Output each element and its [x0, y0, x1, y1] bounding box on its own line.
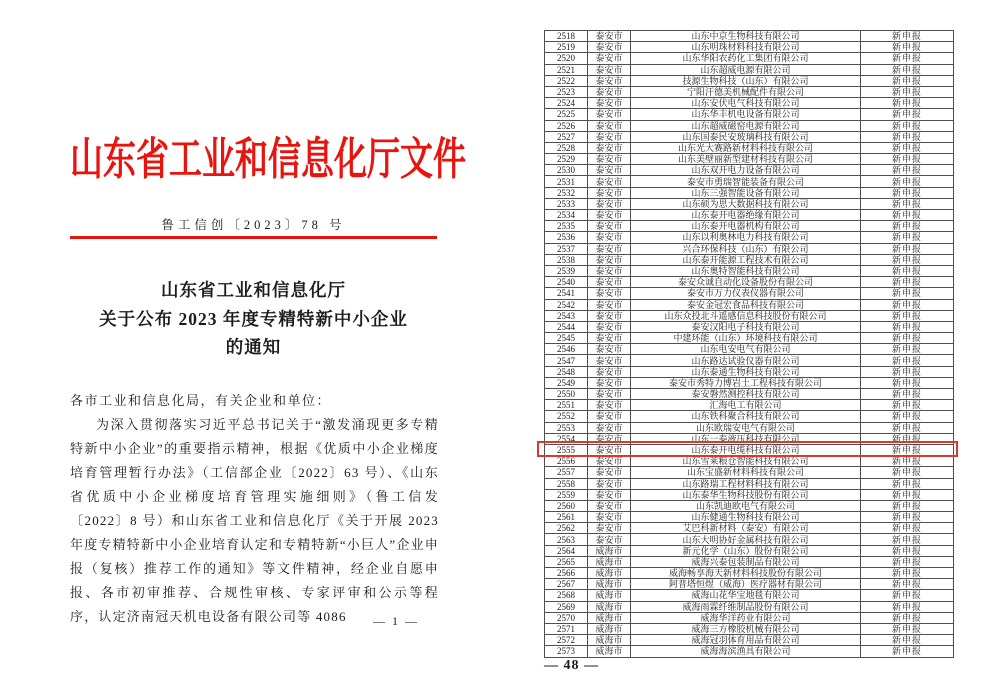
city-cell: 泰安市 [588, 53, 631, 64]
row-number-cell: 2567 [545, 579, 588, 590]
row-number-cell: 2545 [545, 333, 588, 344]
table-row [545, 154, 954, 165]
table-row [545, 590, 954, 601]
city-cell: 泰安市 [588, 232, 631, 243]
status-cell: 新申报 [861, 154, 954, 165]
status-cell: 新申报 [861, 310, 954, 321]
company-name-cell: 山东一泰液压科技有限公司 [631, 433, 861, 444]
status-cell: 新申报 [861, 210, 954, 221]
table-row [545, 456, 954, 467]
company-name-cell: 宁阳汗德美机械配件有限公司 [631, 86, 861, 97]
table-row [545, 489, 954, 500]
company-name-cell: 艾巴科新材料（泰安）有限公司 [631, 523, 861, 534]
row-number-cell: 2531 [545, 176, 588, 187]
row-number-cell: 2546 [545, 344, 588, 355]
city-cell: 泰安市 [588, 86, 631, 97]
table-row [545, 601, 954, 612]
city-cell: 泰安市 [588, 456, 631, 467]
city-cell: 泰安市 [588, 478, 631, 489]
city-cell: 威海市 [588, 623, 631, 634]
status-cell: 新申报 [861, 635, 954, 646]
company-name-cell: 威海华洋药业有限公司 [631, 612, 861, 623]
row-number-cell: 2532 [545, 187, 588, 198]
status-cell: 新申报 [861, 187, 954, 198]
right-page-number: — 48 — [544, 658, 599, 673]
status-cell: 新申报 [861, 623, 954, 634]
table-row [545, 187, 954, 198]
table-row [545, 355, 954, 366]
city-cell: 威海市 [588, 635, 631, 646]
table-row [545, 288, 954, 299]
status-cell: 新申报 [861, 534, 954, 545]
row-number-cell: 2570 [545, 612, 588, 623]
status-cell: 新申报 [861, 612, 954, 623]
company-name-cell: 山东华阳农药化工集团有限公司 [631, 53, 861, 64]
status-cell: 新申报 [861, 321, 954, 332]
company-name-cell: 山东宝盛新材料科技有限公司 [631, 467, 861, 478]
table-row [545, 75, 954, 86]
table-row [545, 277, 954, 288]
salutation-line: 各市工业和信息化局，有关企业和单位： [70, 393, 332, 408]
table-row [545, 198, 954, 209]
city-cell: 泰安市 [588, 333, 631, 344]
city-cell: 泰安市 [588, 98, 631, 109]
row-number-cell: 2568 [545, 590, 588, 601]
row-number-cell: 2557 [545, 467, 588, 478]
city-cell: 泰安市 [588, 321, 631, 332]
table-row [545, 344, 954, 355]
company-name-cell: 山东雪莱粮仓智能科技有限公司 [631, 456, 861, 467]
table-row [545, 366, 954, 377]
table-row [545, 444, 954, 455]
city-cell: 泰安市 [588, 366, 631, 377]
city-cell: 泰安市 [588, 355, 631, 366]
status-cell: 新申报 [861, 198, 954, 209]
row-number-cell: 2562 [545, 523, 588, 534]
company-name-cell: 山东超威电源有限公司 [631, 64, 861, 75]
row-number-cell: 2544 [545, 321, 588, 332]
table-row [545, 98, 954, 109]
table-row [545, 467, 954, 478]
row-number-cell: 2527 [545, 131, 588, 142]
row-number-cell: 2573 [545, 646, 588, 657]
row-number-cell: 2534 [545, 210, 588, 221]
row-number-cell: 2558 [545, 478, 588, 489]
row-number-cell: 2537 [545, 243, 588, 254]
company-name-cell: 泰安市勇瑞智能装备有限公司 [631, 176, 861, 187]
city-cell: 泰安市 [588, 120, 631, 131]
notice-title [70, 276, 437, 362]
status-cell: 新申报 [861, 42, 954, 53]
status-cell: 新申报 [861, 277, 954, 288]
table-row [545, 232, 954, 243]
city-cell: 威海市 [588, 556, 631, 567]
status-cell: 新申报 [861, 467, 954, 478]
company-table [544, 30, 954, 658]
company-name-cell: 山东众投北斗遥感信息科技股份有限公司 [631, 310, 861, 321]
status-cell: 新申报 [861, 500, 954, 511]
status-cell: 新申报 [861, 265, 954, 276]
status-cell: 新申报 [861, 232, 954, 243]
row-number-cell: 2561 [545, 512, 588, 523]
city-cell: 泰安市 [588, 389, 631, 400]
company-name-cell: 山东华丰机电设备有限公司 [631, 109, 861, 120]
status-cell: 新申报 [861, 109, 954, 120]
status-cell: 新申报 [861, 98, 954, 109]
city-cell: 泰安市 [588, 64, 631, 75]
row-number-cell: 2564 [545, 545, 588, 556]
company-name-cell: 山东路达试验仪器有限公司 [631, 355, 861, 366]
company-name-cell: 山东超威磁窑电源有限公司 [631, 120, 861, 131]
company-name-cell: 山东安伏电气科技有限公司 [631, 98, 861, 109]
city-cell: 泰安市 [588, 75, 631, 86]
status-cell: 新申报 [861, 142, 954, 153]
table-row [545, 210, 954, 221]
table-row [545, 109, 954, 120]
table-row [545, 411, 954, 422]
row-number-cell: 2525 [545, 109, 588, 120]
status-cell: 新申报 [861, 590, 954, 601]
company-list-page [544, 30, 953, 673]
row-number-cell: 2536 [545, 232, 588, 243]
city-cell: 泰安市 [588, 154, 631, 165]
row-number-cell: 2559 [545, 489, 588, 500]
notice-body-paragraph: 为深入贯彻落实习近平总书记关于“激发涌现更多专精特新中小企业”的重要指示精神，根据《优质中小企业梯度培育管理暂行办法》（工信部企业〔2022〕63 号）、《山东省优质中小企业梯度培育管理实施细则》（鲁工信发〔2022〕8 号）和山东省工业和信息化厅《关于开展 2023 年度专精特新中小企业培育认定和专精特新“小巨人”企业申报（复核）推荐工作的通知》等文件精神，经企业自愿申报、各市初审推荐、合规性审核、专家评审和公示等程序，认定济南冠天机电设备有限公司等 4086 [70, 417, 439, 624]
city-cell: 泰安市 [588, 210, 631, 221]
company-name-cell: 山东硕为思大数据科技有限公司 [631, 198, 861, 209]
city-cell: 泰安市 [588, 243, 631, 254]
company-name-cell: 威海兴泰包装制品有限公司 [631, 556, 861, 567]
city-cell: 威海市 [588, 590, 631, 601]
company-name-cell: 汇海电工有限公司 [631, 400, 861, 411]
table-row [545, 579, 954, 590]
status-cell: 新申报 [861, 75, 954, 86]
city-cell: 泰安市 [588, 422, 631, 433]
status-cell: 新申报 [861, 389, 954, 400]
table-row [545, 42, 954, 53]
table-row [545, 612, 954, 623]
company-name-cell: 山东路瑞工程材料科技有限公司 [631, 478, 861, 489]
row-number-cell: 2524 [545, 98, 588, 109]
city-cell: 威海市 [588, 579, 631, 590]
company-name-cell: 泰安市万力仪表仪器有限公司 [631, 288, 861, 299]
row-number-cell: 2560 [545, 500, 588, 511]
table-row [545, 321, 954, 332]
city-cell: 威海市 [588, 545, 631, 556]
status-cell: 新申报 [861, 243, 954, 254]
table-row [545, 165, 954, 176]
company-name-cell: 山东欧瑞安电气有限公司 [631, 422, 861, 433]
company-name-cell: 山东凯迪欧电气有限公司 [631, 500, 861, 511]
company-name-cell: 泰安众诚自动化设备股份有限公司 [631, 277, 861, 288]
company-name-cell: 威海雨霖纤维制品股份有限公司 [631, 601, 861, 612]
status-cell: 新申报 [861, 31, 954, 42]
status-cell: 新申报 [861, 579, 954, 590]
row-number-cell: 2563 [545, 534, 588, 545]
status-cell: 新申报 [861, 478, 954, 489]
company-name-cell: 山东光大赛路新材料科技有限公司 [631, 142, 861, 153]
row-number-cell: 2556 [545, 456, 588, 467]
company-name-cell: 阿普塔恒煜（威海）医疗器材有限公司 [631, 579, 861, 590]
table-row [545, 400, 954, 411]
table-row [545, 478, 954, 489]
table-row [545, 131, 954, 142]
company-name-cell: 山东铁科聚合科技有限公司 [631, 411, 861, 422]
company-name-cell: 山东泰开电器绝缘有限公司 [631, 210, 861, 221]
row-number-cell: 2566 [545, 568, 588, 579]
table-row [545, 556, 954, 567]
table-row [545, 310, 954, 321]
company-name-cell: 山东泰开电器机构有限公司 [631, 221, 861, 232]
row-number-cell: 2552 [545, 411, 588, 422]
table-row [545, 299, 954, 310]
city-cell: 泰安市 [588, 500, 631, 511]
left-page-number: — 1 — [373, 614, 419, 628]
company-name-cell: 威海畅享海天新材料科技股份有限公司 [631, 568, 861, 579]
table-row [545, 333, 954, 344]
status-cell: 新申报 [861, 568, 954, 579]
city-cell: 泰安市 [588, 187, 631, 198]
row-number-cell: 2533 [545, 198, 588, 209]
city-cell: 泰安市 [588, 523, 631, 534]
city-cell: 泰安市 [588, 299, 631, 310]
table-row [545, 53, 954, 64]
status-cell: 新申报 [861, 377, 954, 388]
city-cell: 泰安市 [588, 433, 631, 444]
status-cell: 新申报 [861, 456, 954, 467]
city-cell: 泰安市 [588, 310, 631, 321]
status-cell: 新申报 [861, 53, 954, 64]
city-cell: 泰安市 [588, 221, 631, 232]
company-name-cell: 山东美壁丽新型建材科技有限公司 [631, 154, 861, 165]
company-name-cell: 山东电安电气有限公司 [631, 344, 861, 355]
status-cell: 新申报 [861, 556, 954, 567]
city-cell: 泰安市 [588, 142, 631, 153]
status-cell: 新申报 [861, 523, 954, 534]
document-title-banner: 山东省工业和信息化厅文件 [70, 136, 466, 185]
row-number-cell: 2521 [545, 64, 588, 75]
document-number: 鲁工信创〔2023〕78 号 [161, 218, 346, 232]
city-cell: 泰安市 [588, 176, 631, 187]
city-cell: 泰安市 [588, 31, 631, 42]
city-cell: 泰安市 [588, 534, 631, 545]
status-cell: 新申报 [861, 433, 954, 444]
row-number-cell: 2549 [545, 377, 588, 388]
table-row [545, 422, 954, 433]
status-cell: 新申报 [861, 444, 954, 455]
row-number-cell: 2547 [545, 355, 588, 366]
company-name-cell: 山东健通生物科技有限公司 [631, 512, 861, 523]
table-row [545, 176, 954, 187]
company-name-cell: 山东以利奥林电力科技有限公司 [631, 232, 861, 243]
status-cell: 新申报 [861, 355, 954, 366]
status-cell: 新申报 [861, 221, 954, 232]
company-name-cell: 兴合环保科技（山东）有限公司 [631, 243, 861, 254]
company-name-cell: 山东明珠材料科技有限公司 [631, 42, 861, 53]
row-number-cell: 2548 [545, 366, 588, 377]
status-cell: 新申报 [861, 646, 954, 657]
company-name-cell: 技源生物科技（山东）有限公司 [631, 75, 861, 86]
table-row [545, 142, 954, 153]
row-number-cell: 2542 [545, 299, 588, 310]
status-cell: 新申报 [861, 165, 954, 176]
city-cell: 威海市 [588, 568, 631, 579]
row-number-cell: 2535 [545, 221, 588, 232]
company-name-cell: 泰安磐然测控科技有限公司 [631, 389, 861, 400]
city-cell: 威海市 [588, 601, 631, 612]
table-row [545, 86, 954, 97]
table-row [545, 221, 954, 232]
company-name-cell: 山东奥特智能科技有限公司 [631, 265, 861, 276]
row-number-cell: 2543 [545, 310, 588, 321]
table-row [545, 545, 954, 556]
notice-title-line-3: 的通知 [225, 337, 282, 357]
row-number-cell: 2530 [545, 165, 588, 176]
status-cell: 新申报 [861, 86, 954, 97]
status-cell: 新申报 [861, 333, 954, 344]
status-cell: 新申报 [861, 366, 954, 377]
row-number-cell: 2526 [545, 120, 588, 131]
status-cell: 新申报 [861, 64, 954, 75]
company-name-cell: 新元化学（山东）股份有限公司 [631, 545, 861, 556]
table-row [545, 635, 954, 646]
city-cell: 泰安市 [588, 400, 631, 411]
company-name-cell: 山东中京生物科技有限公司 [631, 31, 861, 42]
table-row [545, 377, 954, 388]
company-name-cell: 山东大明协好金属科技有限公司 [631, 534, 861, 545]
company-name-cell: 泰安汉阳电子科技有限公司 [631, 321, 861, 332]
row-number-cell: 2553 [545, 422, 588, 433]
row-number-cell: 2538 [545, 254, 588, 265]
city-cell: 泰安市 [588, 489, 631, 500]
city-cell: 泰安市 [588, 254, 631, 265]
company-name-cell: 中建环能（山东）环境科技有限公司 [631, 333, 861, 344]
city-cell: 泰安市 [588, 344, 631, 355]
row-number-cell: 2528 [545, 142, 588, 153]
table-row [545, 568, 954, 579]
status-cell: 新申报 [861, 131, 954, 142]
company-name-cell: 山东泰华生物科技股份有限公司 [631, 489, 861, 500]
company-name-cell: 威海三方橡胶机械有限公司 [631, 623, 861, 634]
city-cell: 泰安市 [588, 165, 631, 176]
city-cell: 泰安市 [588, 131, 631, 142]
row-number-cell: 2529 [545, 154, 588, 165]
status-cell: 新申报 [861, 288, 954, 299]
company-name-cell: 山东泰开电缆科技有限公司 [631, 444, 861, 455]
status-cell: 新申报 [861, 120, 954, 131]
row-number-cell: 2541 [545, 288, 588, 299]
red-separator-line [70, 236, 437, 239]
status-cell: 新申报 [861, 411, 954, 422]
table-row [545, 646, 954, 657]
company-table-body [545, 31, 954, 658]
company-name-cell: 泰安金冠宏食品科技有限公司 [631, 299, 861, 310]
table-row [545, 523, 954, 534]
table-row [545, 534, 954, 545]
company-name-cell: 山东双开电力设备有限公司 [631, 165, 861, 176]
city-cell: 泰安市 [588, 512, 631, 523]
row-number-cell: 2540 [545, 277, 588, 288]
table-row [545, 31, 954, 42]
row-number-cell: 2551 [545, 400, 588, 411]
table-row [545, 500, 954, 511]
table-row [545, 64, 954, 75]
status-cell: 新申报 [861, 344, 954, 355]
company-name-cell: 山东泰开能源工程技术有限公司 [631, 254, 861, 265]
company-name-cell: 威海山花华宝地毯有限公司 [631, 590, 861, 601]
city-cell: 泰安市 [588, 444, 631, 455]
row-number-cell: 2572 [545, 635, 588, 646]
status-cell: 新申报 [861, 254, 954, 265]
status-cell: 新申报 [861, 422, 954, 433]
table-row [545, 254, 954, 265]
company-name-cell: 山东泰通生物科技有限公司 [631, 366, 861, 377]
row-number-cell: 2550 [545, 389, 588, 400]
notice-title-line-1: 山东省工业和信息化厅 [161, 280, 346, 300]
city-cell: 泰安市 [588, 265, 631, 276]
city-cell: 威海市 [588, 646, 631, 657]
company-name-cell: 威海冠羽体育用品有限公司 [631, 635, 861, 646]
company-name-cell: 山东国泰民安玻璃科技有限公司 [631, 131, 861, 142]
city-cell: 泰安市 [588, 277, 631, 288]
row-number-cell: 2518 [545, 31, 588, 42]
city-cell: 泰安市 [588, 288, 631, 299]
row-number-cell: 2555 [545, 444, 588, 455]
city-cell: 泰安市 [588, 109, 631, 120]
city-cell: 泰安市 [588, 42, 631, 53]
row-number-cell: 2571 [545, 623, 588, 634]
table-row [545, 265, 954, 276]
status-cell: 新申报 [861, 512, 954, 523]
status-cell: 新申报 [861, 176, 954, 187]
status-cell: 新申报 [861, 601, 954, 612]
table-row [545, 512, 954, 523]
status-cell: 新申报 [861, 299, 954, 310]
row-number-cell: 2569 [545, 601, 588, 612]
table-row [545, 120, 954, 131]
city-cell: 泰安市 [588, 377, 631, 388]
row-number-cell: 2519 [545, 42, 588, 53]
table-row [545, 623, 954, 634]
company-name-cell: 威海海滨渔具有限公司 [631, 646, 861, 657]
table-row [545, 433, 954, 444]
city-cell: 威海市 [588, 612, 631, 623]
status-cell: 新申报 [861, 545, 954, 556]
company-name-cell: 泰安市秀特力博岩土工程科技有限公司 [631, 377, 861, 388]
row-number-cell: 2522 [545, 75, 588, 86]
table-row [545, 389, 954, 400]
row-number-cell: 2539 [545, 265, 588, 276]
row-number-cell: 2523 [545, 86, 588, 97]
city-cell: 泰安市 [588, 411, 631, 422]
row-number-cell: 2565 [545, 556, 588, 567]
status-cell: 新申报 [861, 489, 954, 500]
city-cell: 泰安市 [588, 467, 631, 478]
row-number-cell: 2554 [545, 433, 588, 444]
table-row [545, 243, 954, 254]
status-cell: 新申报 [861, 400, 954, 411]
notice-title-line-2: 关于公布 2023 年度专精特新中小企业 [99, 308, 408, 329]
city-cell: 泰安市 [588, 198, 631, 209]
row-number-cell: 2520 [545, 53, 588, 64]
company-name-cell: 山东三强智能设备有限公司 [631, 187, 861, 198]
